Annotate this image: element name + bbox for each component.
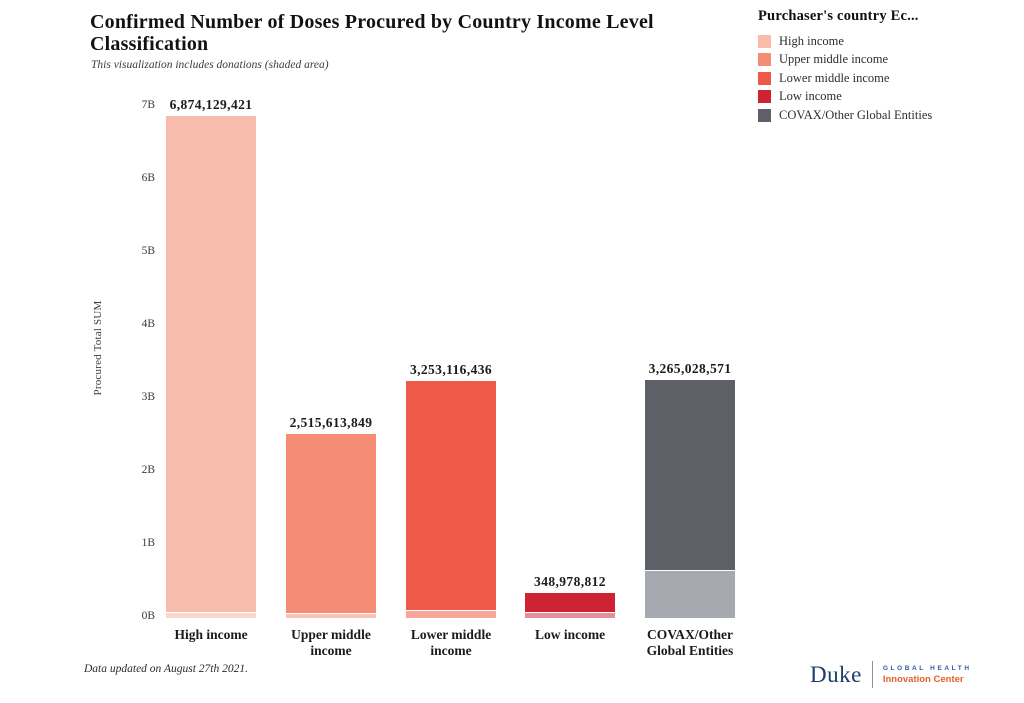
page-title: Confirmed Number of Doses Procured by Country Income Level Classification bbox=[90, 11, 654, 55]
logo-org-line1: GLOBAL HEALTH bbox=[882, 664, 972, 672]
bar-value-label-upper-middle-income: 2,515,613,849 bbox=[289, 415, 373, 430]
y-axis-tick-7b: 7B bbox=[141, 99, 155, 111]
legend-swatch-upper-middle-income bbox=[758, 53, 771, 66]
legend-label-covax-other-global-entities: COVAX/Other Global Entities bbox=[779, 107, 933, 122]
legend-item-covax-other-global-entities[interactable] bbox=[758, 106, 1020, 125]
legend-label-upper-middle-income: Upper middle income bbox=[779, 52, 888, 67]
logo-divider bbox=[872, 661, 873, 688]
y-axis-tick-5b: 5B bbox=[141, 245, 155, 257]
bar-upper-middle-income[interactable] bbox=[286, 434, 376, 613]
legend-label-high-income: High income bbox=[779, 33, 844, 48]
duke-wordmark: Duke bbox=[810, 661, 862, 687]
logo-org-line2: Innovation Center bbox=[882, 673, 964, 685]
bar-lower-middle-income[interactable] bbox=[406, 381, 496, 610]
y-axis-tick-0b: 0B bbox=[141, 610, 155, 622]
bar-donation-shade-high-income[interactable] bbox=[166, 613, 256, 618]
data-updated-note: Data updated on August 27th 2021. bbox=[84, 663, 248, 675]
category-label-covax-other-global-entities: COVAX/Other Global Entities bbox=[646, 627, 734, 658]
legend-swatch-lower-middle-income bbox=[758, 72, 771, 85]
legend-item-lower-middle-income[interactable] bbox=[758, 69, 1020, 88]
bar-donation-shade-lower-middle-income[interactable] bbox=[406, 611, 496, 618]
y-axis-tick-6b: 6B bbox=[141, 172, 155, 184]
y-axis-title: Procured Total SUM bbox=[92, 300, 104, 396]
logo-org-block bbox=[883, 665, 972, 685]
category-label-upper-middle-income: Upper middle income bbox=[291, 627, 371, 658]
category-label-high-income: High income bbox=[174, 627, 248, 642]
bar-value-label-high-income: 6,874,129,421 bbox=[169, 97, 253, 112]
bar-low-income[interactable] bbox=[525, 593, 615, 612]
chart-subtitle: This visualization includes donations (shaded area) bbox=[91, 59, 329, 71]
y-axis-tick-4b: 4B bbox=[141, 318, 155, 330]
legend-swatch-covax-other-global-entities bbox=[758, 109, 771, 122]
bar-value-label-covax-other-global-entities: 3,265,028,571 bbox=[648, 361, 732, 376]
bar-covax-other-global-entities[interactable] bbox=[645, 380, 735, 570]
legend-swatch-low-income bbox=[758, 90, 771, 103]
y-axis-tick-2b: 2B bbox=[141, 464, 155, 476]
legend-label-lower-middle-income: Lower middle income bbox=[779, 70, 890, 85]
legend-title: Purchaser's country Ec... bbox=[758, 8, 919, 24]
legend-item-high-income[interactable] bbox=[758, 32, 1020, 51]
bar-high-income[interactable] bbox=[166, 116, 256, 612]
legend-swatch-high-income bbox=[758, 35, 771, 48]
y-axis-tick-3b: 3B bbox=[141, 391, 155, 403]
legend-label-low-income: Low income bbox=[779, 89, 842, 104]
duke-global-health-logo bbox=[810, 661, 972, 688]
bar-donation-shade-low-income[interactable] bbox=[525, 613, 615, 618]
legend bbox=[758, 8, 1020, 125]
bar-donation-shade-upper-middle-income[interactable] bbox=[286, 614, 376, 618]
bar-value-label-lower-middle-income: 3,253,116,436 bbox=[409, 362, 493, 377]
legend-item-upper-middle-income[interactable] bbox=[758, 51, 1020, 70]
category-label-low-income: Low income bbox=[534, 627, 606, 642]
category-label-lower-middle-income: Lower middle income bbox=[410, 627, 492, 658]
legend-item-low-income[interactable] bbox=[758, 88, 1020, 107]
legend-items bbox=[758, 32, 1020, 125]
bar-donation-shade-covax-other-global-entities[interactable] bbox=[645, 571, 735, 618]
y-axis-tick-1b: 1B bbox=[141, 537, 155, 549]
bar-value-label-low-income: 348,978,812 bbox=[534, 574, 606, 589]
